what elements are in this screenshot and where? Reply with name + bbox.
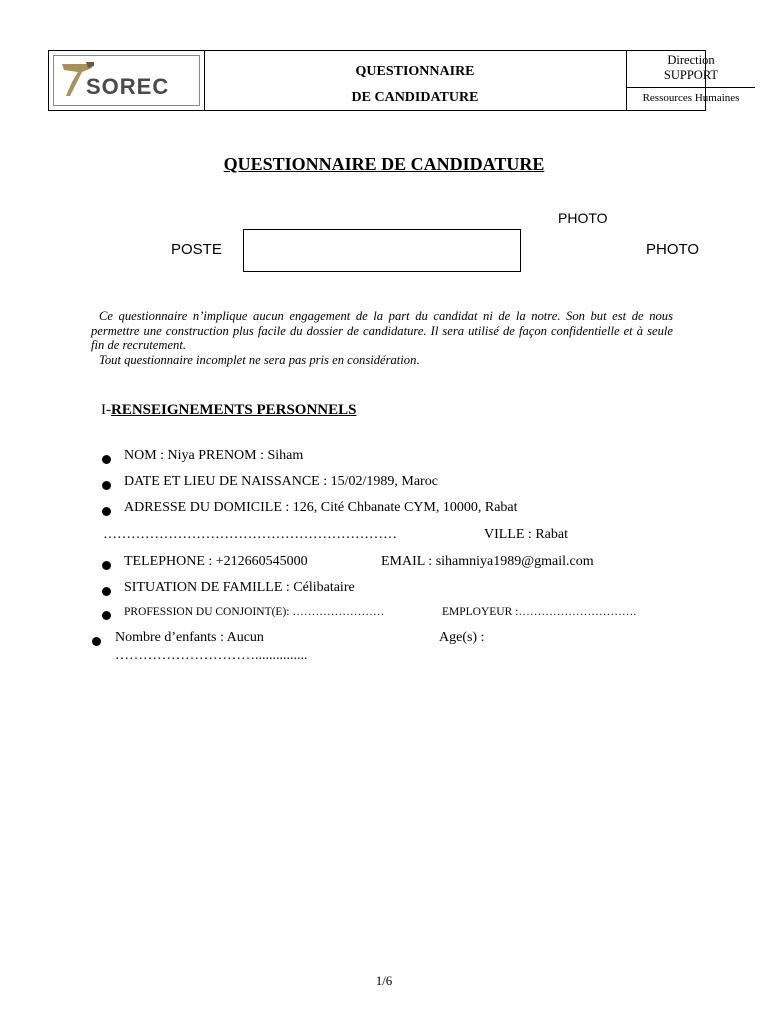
field-adresse: ADRESSE DU DOMICILE : 126, Cité Chbanate CYM, 10000, Rabat: [124, 500, 518, 515]
header-title-line1: QUESTIONNAIRE: [355, 64, 475, 79]
bullet-icon: [102, 455, 111, 464]
document-header: [48, 50, 740, 111]
field-ville: VILLE : Rabat: [484, 527, 568, 542]
header-title-cell: [204, 51, 627, 110]
photo-label-top: PHOTO: [558, 210, 608, 226]
page-title: QUESTIONNAIRE DE CANDIDATURE: [223, 154, 545, 174]
field-enfants: Nombre d’enfants : Aucun: [115, 630, 264, 645]
bullet-icon: [102, 561, 111, 570]
bullet-icon: [102, 507, 111, 516]
field-employeur: EMPLOYEUR :………………………….: [442, 606, 637, 618]
bullet-icon: [102, 587, 111, 596]
direction-box: [627, 51, 755, 88]
header-title-line2: DE CANDIDATURE: [351, 90, 479, 105]
poste-label: POSTE: [171, 241, 222, 258]
intro-paragraph: Ce questionnaire n’implique aucun engagement de la part du candidat ni de la notre. Son but est de nous permettre une construction plus facile du dossier de candidature. Il sera utilisé de façon confidentielle et à seule fin de recrutement.: [91, 309, 673, 352]
logo-cell: [49, 51, 205, 110]
field-naissance: DATE ET LIEU DE NAISSANCE : 15/02/1989, Maroc: [124, 474, 438, 489]
header-direction-cell: [627, 51, 740, 110]
field-situation: SITUATION DE FAMILLE : Célibataire: [124, 580, 355, 595]
intro-note-text: Tout questionnaire incomplet ne sera pas pris en considération: [99, 352, 417, 367]
intro-text: [91, 309, 673, 367]
field-nom: NOM : Niya PRENOM : Siham: [124, 448, 304, 463]
direction-line1: Direction: [667, 53, 715, 67]
field-adresse-dots: ………………………………………………………: [103, 527, 397, 542]
intro-note-end: .: [416, 352, 420, 367]
intro-note: [91, 353, 673, 368]
photo-label-right: PHOTO: [646, 241, 700, 258]
logo-text: SOREC: [86, 74, 170, 99]
field-ages-dots: …………………………...............: [115, 648, 308, 663]
department-label: Ressources Humaines: [642, 92, 740, 104]
section-prefix: I-: [101, 402, 111, 418]
page-number: 1/6: [375, 973, 393, 988]
poste-input-box[interactable]: [243, 229, 521, 272]
bullet-icon: [102, 481, 111, 490]
field-ages: Age(s) :: [439, 630, 485, 645]
section-title: RENSEIGNEMENTS PERSONNELS: [111, 402, 357, 418]
section-heading: [101, 402, 356, 419]
bullet-icon: [92, 637, 101, 646]
logo-frame: [53, 55, 200, 106]
direction-line2: SUPPORT: [663, 68, 719, 82]
field-telephone: TELEPHONE : +212660545000: [124, 554, 308, 569]
field-email: EMAIL : sihamniya1989@gmail.com: [381, 554, 594, 569]
bullet-icon: [102, 611, 111, 620]
field-profession-conjoint: PROFESSION DU CONJOINT(E): ……………………: [124, 606, 385, 618]
